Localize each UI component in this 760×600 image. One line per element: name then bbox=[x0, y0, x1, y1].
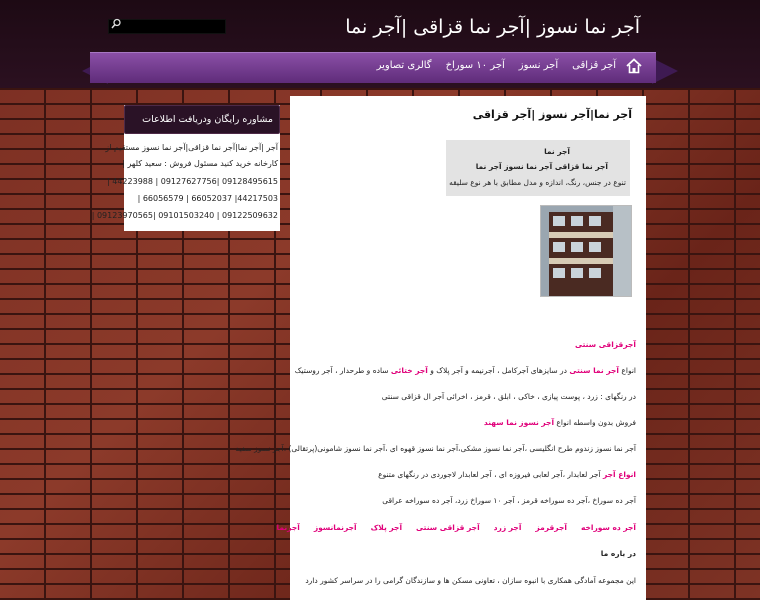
tag-link[interactable]: آجر ده سوراخه bbox=[580, 523, 636, 532]
info-box bbox=[446, 140, 630, 196]
tag-links bbox=[277, 523, 637, 532]
paragraph-ten-hole: آجر ده سوراخ ،آجر ده سوراخه قرمز ، آجر ۱۰ سوراخ زرد، آجر ده سوراخه عراقی bbox=[382, 496, 636, 505]
paragraph-text: فروش بدون واسطه انواع bbox=[556, 418, 636, 427]
sidebar-text-line: آجر |آجر نما|آجر نما قزاقی|آجر نما نسوز مستقیم از bbox=[105, 143, 278, 152]
paragraph-text: در سایزهای آجرکامل ، آجرنیمه و آجر پلاک و bbox=[430, 366, 567, 375]
brick-types-link[interactable]: انواع آجر bbox=[602, 470, 636, 479]
paragraph-text: آجر لعابدار ،آجر لعابی فیروزه ای ، آجر لعابدار لاجوردی در رنگهای متنوع bbox=[378, 470, 601, 479]
nav-item-ten-hole-brick[interactable]: آجر ۱۰ سوراخ bbox=[445, 60, 505, 71]
main-content bbox=[235, 96, 646, 600]
info-line-subtitle: آجر نما قزاقی آجر نما نسوز آجر نما bbox=[475, 162, 608, 171]
sidebar-phone-line: 09128495615 |09127627756 | 44223988 | bbox=[107, 177, 278, 186]
home-icon[interactable] bbox=[626, 58, 642, 74]
paragraph-text: ساده و طرحدار ، آجر روستیک bbox=[294, 366, 389, 375]
site-title[interactable]: آجر نما نسوز |آجر نما قزاقی |آجر نما bbox=[345, 16, 640, 38]
sahand-brick-link[interactable]: نما سهند bbox=[483, 418, 517, 427]
tag-link[interactable]: آجرنما bbox=[276, 523, 300, 532]
paragraph-glazed bbox=[378, 470, 636, 479]
sidebar-title: مشاوره رایگان ودریافت اطلاعات bbox=[142, 114, 273, 125]
nav-item-gallery[interactable]: گالری تصاویر bbox=[376, 60, 432, 71]
paragraph-brick-types bbox=[295, 366, 636, 375]
tag-link[interactable]: آجر قزاقی سنتی bbox=[416, 523, 480, 532]
paragraph-sales bbox=[484, 418, 636, 427]
main-navigation bbox=[90, 52, 656, 83]
tag-link[interactable]: آجرنمانسوز bbox=[313, 523, 357, 532]
nav-item-kazakh-brick[interactable]: آجر قزاقی bbox=[572, 60, 616, 71]
about-heading: در باره ما bbox=[600, 549, 636, 558]
tag-link[interactable]: آجرقرمز bbox=[535, 523, 567, 532]
nav-item-refractory-brick[interactable]: آجر نسوز bbox=[518, 60, 559, 71]
page-title: آجر نما|آجر نسوز |آجر قزاقی bbox=[472, 108, 632, 121]
about-text: این مجموعه آمادگی همکاری با انبوه سازان ، تعاونی مسکن ها و سازندگان گرامی را در سراسر کشور دارد bbox=[305, 576, 636, 585]
search-icon[interactable] bbox=[111, 18, 123, 32]
search-input[interactable] bbox=[108, 19, 226, 34]
sidebar-phone-line: 44217503| 66052037 | 66056579 | bbox=[137, 194, 278, 203]
sidebar-panel bbox=[91, 105, 280, 231]
khatai-brick-link[interactable]: آجر ختائی bbox=[390, 366, 428, 375]
paragraph-colors: در رنگهای : زرد ، پوست پیازی ، خاکی ، ابلق ، قرمز ، اخرائی آجر ال قزاقی سنتی bbox=[381, 392, 636, 401]
refractory-brick-link[interactable]: آجر نسوز bbox=[519, 418, 555, 427]
tag-link[interactable]: آجر زرد bbox=[493, 523, 522, 532]
paragraph-text: انواع bbox=[621, 366, 636, 375]
section-heading: آجرقزاقی سنتی bbox=[575, 340, 636, 349]
sidebar-text-line: کارخانه خرید کنید مسئول فروش : سعید کلهر | bbox=[122, 159, 278, 168]
paragraph-refractory-types: آجر نما نسوز زندوم طرح انگلیسی ،آجر نما نسوز مشکی،آجر نما نسوز قهوه ای ،آجر نما نسوز شامونی(پرتقالی) ،آجر نسوز سفید bbox=[235, 444, 636, 453]
traditional-brick-link[interactable]: آجر نما سنتی bbox=[569, 366, 619, 375]
building-photo[interactable] bbox=[540, 205, 632, 297]
tag-link[interactable]: آجر پلاک bbox=[370, 523, 403, 532]
sidebar-header bbox=[124, 105, 280, 134]
info-line-title: آجر نما bbox=[544, 147, 570, 156]
info-line-description: تنوع در جنس، رنگ، اندازه و مدل مطابق با هر نوع سلیقه bbox=[449, 178, 626, 187]
sidebar-phone-line: 09122509632 | 09101503240 |09123970565 | bbox=[91, 211, 278, 220]
